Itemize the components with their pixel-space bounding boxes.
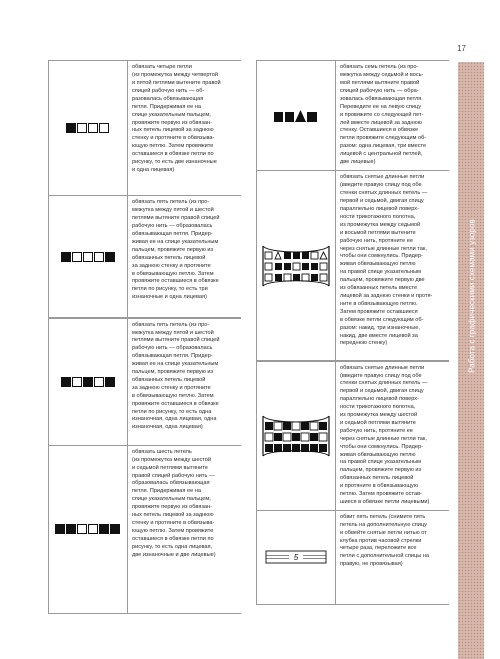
table-row (256, 170, 449, 361)
knit-symbol-cell (256, 362, 336, 510)
cell-description: обвит пять петель (снимите пять петель на дополнительную спицу и обвейте снятые петли нитью от клубка против часовой стрелки четыре раза, переложите все петли с дополнительной спицы на правую, не провязывая) (340, 513, 429, 568)
knit-symbol-cell (256, 511, 336, 604)
knit-symbol-cell (48, 61, 128, 195)
kfb5b-symbol (60, 376, 116, 388)
wrap-stitches-symbol (265, 550, 327, 564)
table-row (256, 510, 449, 605)
kfb4-symbol (65, 122, 111, 134)
cell-description: обвязать пять петель (из про- межутка между пятой и шестой петлями вытяните правой спицей рабочую нить — образовалась обвязывающая петля. Придер- живая ее на спице указательным пальцем, провяжите первую из обвязанных петель лицевой за заднюю стенку и протяните в обвязывающую петлю. Затем провяжите оставшиеся в обвязке петли по рисунку, то есть три изнаночные и одна лицевая) (132, 199, 220, 301)
cell-description: обвязать снятые длинные петли (введите правую спицу под обе стенки снятых длинных петель — первой и седьмой, двигая спицу параллельно лицевой поверх- ности трикотажного полотна, из промежутка между седьмой и восьмой петлями вытените рабочую нить, протяните ее через снятые длинные петли так, чтобы они сомкнулись. Придер- живая обвязывающую петлю на правой спице указательным пальцем, провяжите первую две из обвязанных петель вместе лицевой за заднюю стенки и протя- ните в обвязывающую петлю. Затем провяжите оставшиеся в обвязке петли следующим об- разом: накид, три изнаночные, накид, две вместе лицевой за переднюю стенку) (340, 174, 433, 347)
cross-long-stitches-knit-symbol (259, 414, 333, 458)
table-row (256, 361, 449, 511)
cell-description: обвязать пять петель (из про- межутка между пятой и шестой петлями вытяните правой спицей рабочую нить — образовалась обвязывающая петля. Придер- живая ее на спице указательным пальцем, провяжите первую из обвязанных петель лицевой за заднюю стенку и протяните в обвязывающую петлю. Затем провяжите оставшиеся в обвязке петли по рисунку, то есть одна изнаночная, одна лицевая, одна изнаночная, одна лицевая) (132, 321, 220, 431)
right-column (256, 61, 449, 605)
cross-long-stitches-symbol (259, 244, 333, 288)
knit-symbol-cell (48, 319, 128, 445)
wrap-count-label: 5 (293, 553, 299, 563)
table-row (256, 60, 449, 171)
knit-symbol-cell (48, 196, 128, 317)
table-row (48, 318, 241, 446)
left-column (48, 61, 241, 614)
kfb6-symbol (54, 523, 122, 535)
side-title: Работа с графическими схемами узоров (467, 219, 477, 373)
knit-symbol-cell (256, 61, 336, 170)
knit-symbol-cell (48, 446, 128, 613)
kfb5a-symbol (60, 251, 116, 263)
table-row (48, 195, 241, 318)
cell-description: обвязать снятые длинные петли (введите правую спицу под обе стенки снятых длинных петель — первой и седьмой, двигая спицу параллельно лицевой поверх- ности трикотажного полотна, из промежутка между шестой и седьмой петлями вытяните рабочую нить, протяните ее через снятые длинные петли так, чтобы они сомкнулись. Придер- живая обвязывающую петлю на правой спице указательным пальцем, провяжите первую из обвязанных петель лицевой и протяните в обвязывающую петлю. Затем провяжите остав- шиеся в обвязке петли лицевыми) (340, 364, 430, 506)
cell-description: обвязать шесть петель (из промежутка между шестой и седьмой петлями вытяните правой спицей рабочую нить — образовалась обвязывающая петля. Придерживая ее на спице указательным пальцем, провяжите первую из обвязан- ных петель лицевой за заднюю стенку и протяните в обвязыва- ющую петлю. Затем провяжите оставшиеся в обвязке петли по рисунку, то есть одна лицевая, две изнаночные и две лицевые) (132, 448, 216, 558)
cell-description: обвязать четыре петли (из промежутка между четвертой и пятой петлями вытените правой спицей рабочую нить — об- разовалась обвязывающая петля. Придерживая ее на спице указательным пальцем, провяжите первую из обвязан- ных петель лицевой за заднюю стенку и протяните в обвязыва- ющую петлю. Затем провяжите оставшиеся в обвязке петли по рисунку, то есть две изнаночные и одна лицевая) (132, 64, 221, 173)
kfb7-symbol (273, 109, 319, 123)
page-number: 17 (457, 44, 466, 53)
table-row (48, 445, 241, 614)
cell-description: обвязать семь петель (из про- межутка между седьмой и вось- мой петлями вытяните правой спицей рабочую нить — обра- зовалась обвязывающая петля. Переведите ее на левую спицу и провяжите со следующей пет- лей вместе лицевой за заднюю стенку. Оставшиеся в обвязке петли провяжите следующим об- разом: одна лицевая, три вместе лицевой с центральной петлей, две лицевые) (340, 64, 427, 166)
table-row (48, 60, 241, 196)
knit-symbol-cell (256, 171, 336, 360)
